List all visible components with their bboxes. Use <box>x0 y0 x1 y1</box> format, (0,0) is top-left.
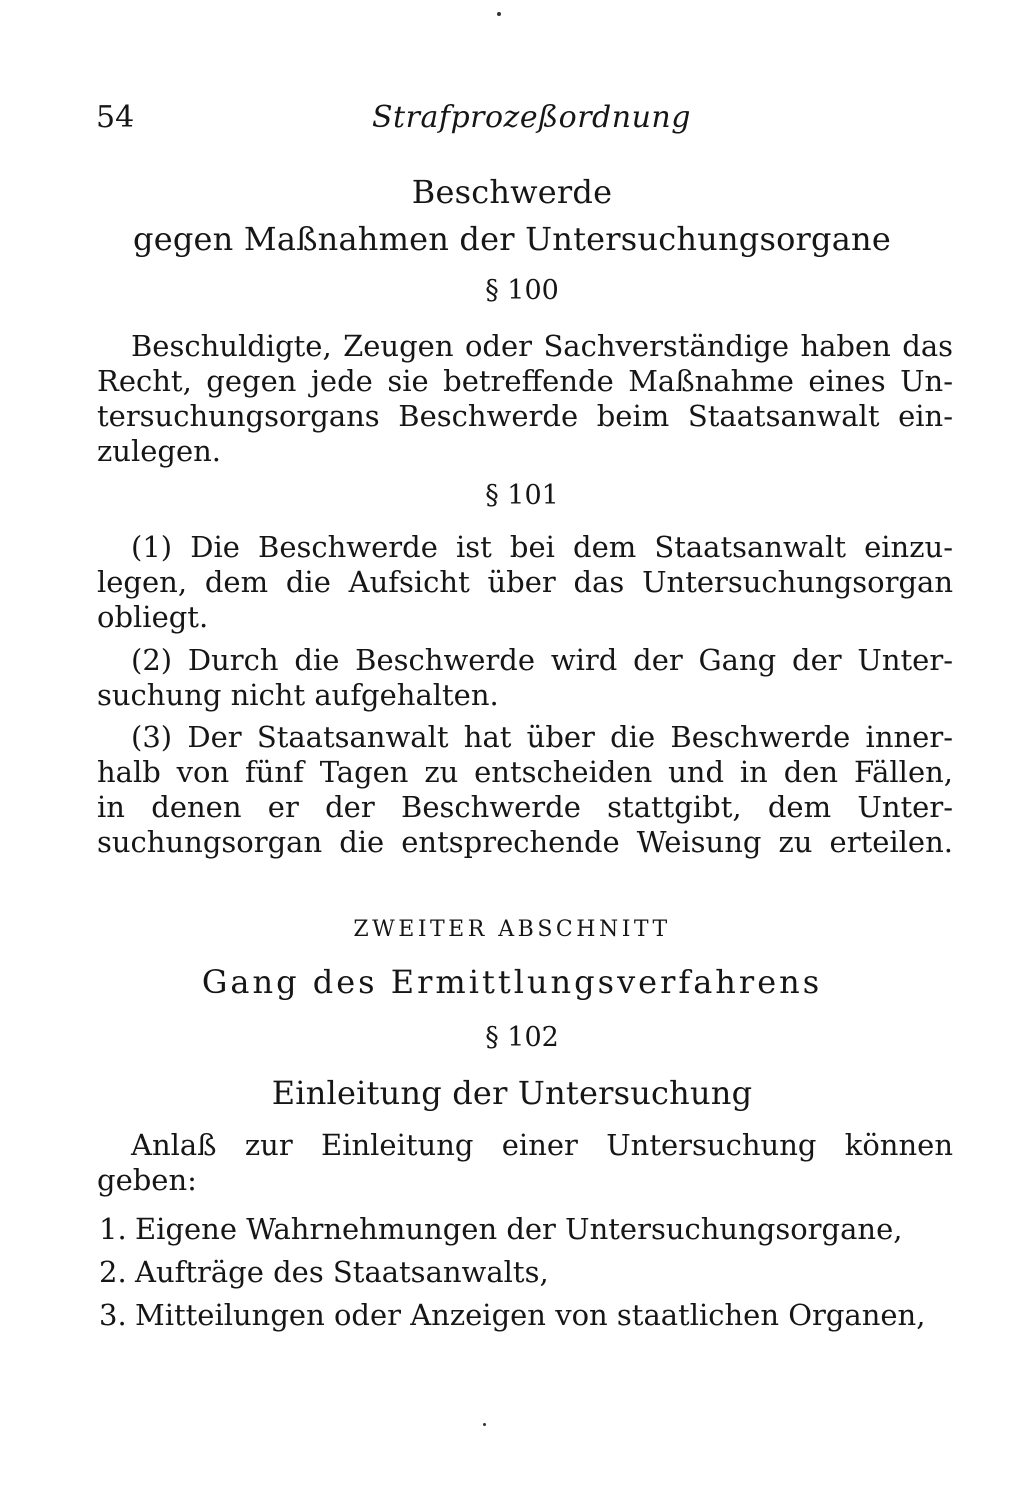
text-line: suchung nicht aufgehalten. <box>97 678 499 712</box>
heading-beschwerde: Beschwerde <box>411 173 613 211</box>
section-label: ZWEITER ABSCHNITT <box>353 917 671 942</box>
heading-beschwerde-subtitle: gegen Maßnahmen der Untersuchungsorgane <box>133 220 891 258</box>
paragraph-102-intro <box>97 1128 953 1198</box>
scan-speck <box>497 12 501 16</box>
scan-speck <box>483 1423 486 1426</box>
text-line: (2) Durch die Beschwerde wird der Gang der Unter- <box>131 643 953 677</box>
list-item-text: Mitteilungen oder Anzeigen von staatlichen Organen, <box>135 1298 926 1332</box>
text-line: (3) Der Staatsanwalt hat über die Beschwerde inner- <box>131 720 953 754</box>
paragraph-100-text <box>97 329 953 469</box>
text-line: tersuchungsorgans Beschwerde beim Staatsanwalt ein- <box>97 399 953 433</box>
list-item <box>99 1298 959 1341</box>
text-line: Recht, gegen jede sie betreffende Maßnahme eines Un- <box>97 364 953 398</box>
text-line: in denen er der Beschwerde stattgibt, dem Unter- <box>97 790 953 824</box>
text-line: legen, dem die Aufsicht über das Untersuchungsorgan <box>97 565 953 599</box>
text-line: Anlaß zur Einleitung einer Untersuchung können <box>131 1128 953 1162</box>
text-line: halb von fünf Tagen zu entscheiden und in den Fällen, <box>97 755 953 789</box>
paragraph-mark-100: § 100 <box>485 275 559 306</box>
text-line: Beschuldigte, Zeugen oder Sachverständige haben das <box>131 329 953 363</box>
list-item-number: 3. <box>99 1298 127 1332</box>
paragraph-101-item-2 <box>97 643 953 713</box>
paragraph-102-list <box>99 1212 959 1341</box>
list-item-number: 1. <box>99 1212 127 1246</box>
text-line: (1) Die Beschwerde ist bei dem Staatsanwalt einzu- <box>131 530 953 564</box>
text-line: obliegt. <box>97 600 209 634</box>
list-item-text: Aufträge des Staatsanwalts, <box>135 1255 549 1289</box>
paragraph-101-item-3 <box>97 720 953 860</box>
paragraph-101-item-1 <box>97 530 953 635</box>
list-item <box>99 1212 959 1255</box>
page-number: 54 <box>96 100 135 135</box>
list-item <box>99 1255 959 1298</box>
list-item-text: Eigene Wahrnehmungen der Untersuchungsorgane, <box>135 1212 903 1246</box>
paragraph-mark-101: § 101 <box>485 480 559 511</box>
list-item-number: 2. <box>99 1255 127 1289</box>
running-title: Strafprozeßordnung <box>372 100 691 135</box>
text-line: zulegen. <box>97 434 222 468</box>
paragraph-mark-102: § 102 <box>485 1022 559 1053</box>
section-title: Gang des Ermittlungsverfahrens <box>201 963 823 1001</box>
text-line: suchungsorgan die entsprechende Weisung zu erteilen. <box>97 825 953 859</box>
paragraph-102-heading: Einleitung der Untersuchung <box>271 1074 753 1112</box>
text-line: geben: <box>97 1163 197 1197</box>
